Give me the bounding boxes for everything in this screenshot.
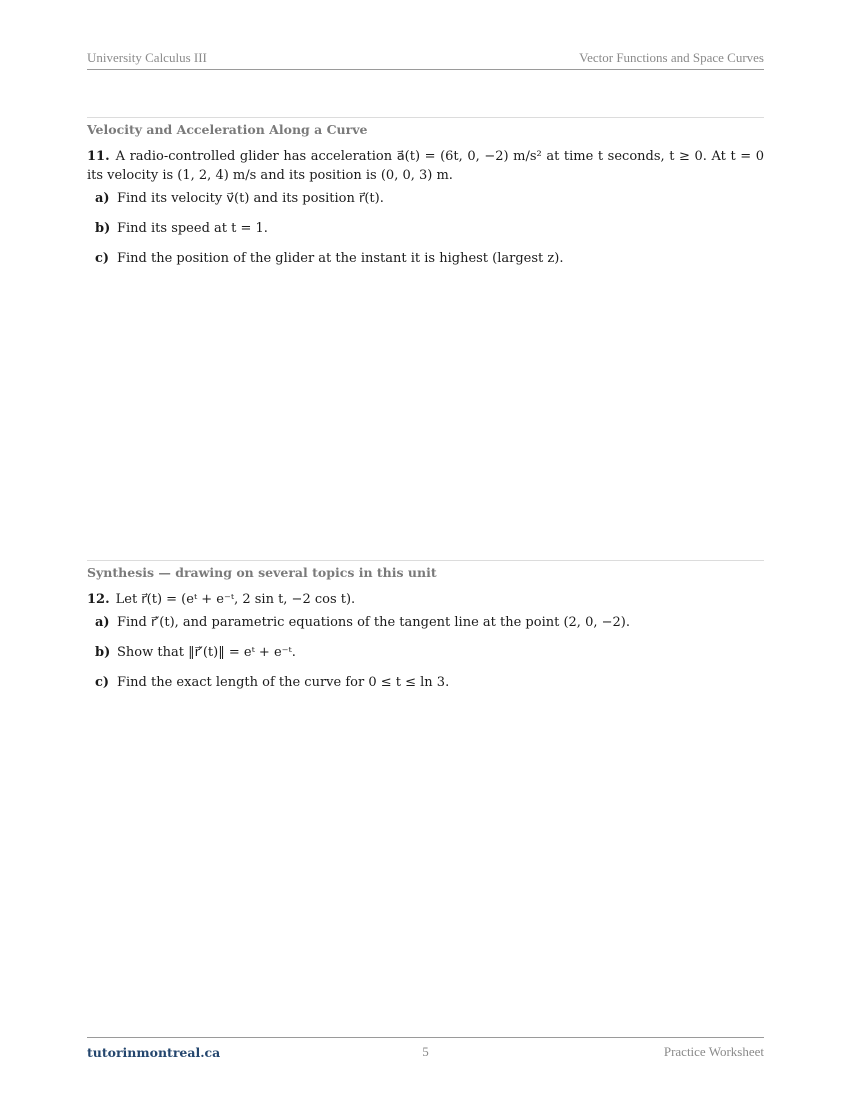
problem-number: 11.	[87, 149, 110, 164]
problem-12-part-a	[87, 613, 764, 632]
section-velocity-acceleration	[87, 117, 764, 279]
part-label: b)	[95, 221, 111, 236]
problem-11-part-b	[87, 219, 764, 238]
page-footer	[87, 1037, 764, 1060]
problem-12-part-b	[87, 643, 764, 662]
problem-11-part-a	[87, 189, 764, 208]
part-label: a)	[95, 191, 110, 206]
part-text: Find its velocity v⃗(t) and its position r⃗(t).	[117, 191, 384, 206]
problem-text: A radio-controlled glider has acceleration a⃗(t) = (6t, 0, −2) m/s² at time t seconds, t ≥ 0. At t = 0 its velocity is (1, 2, 4) m/s and its position is (0, 0, 3) m.	[87, 149, 764, 183]
part-label: a)	[95, 615, 110, 630]
part-label: c)	[95, 251, 110, 266]
problem-11-part-c	[87, 249, 764, 268]
problem-number: 12.	[87, 592, 110, 607]
problem-12-part-c	[87, 673, 764, 692]
part-text: Find its speed at t = 1.	[117, 221, 268, 236]
header-course-title: University Calculus III	[87, 50, 207, 65]
header-topic-title: Vector Functions and Space Curves	[579, 50, 764, 65]
problem-11-parts	[87, 189, 764, 268]
footer-page-number: 5	[422, 1044, 429, 1059]
problem-text: Let r⃗(t) = (eᵗ + e⁻ᵗ, 2 sin t, −2 cos t).	[115, 592, 356, 607]
part-label: c)	[95, 675, 110, 690]
problem-11	[87, 147, 764, 185]
part-label: b)	[95, 645, 111, 660]
footer-site-link[interactable]: tutorinmontreal.ca	[87, 1044, 221, 1060]
part-text: Show that ‖r⃗′(t)‖ = eᵗ + e⁻ᵗ.	[117, 645, 296, 660]
section-title: Velocity and Acceleration Along a Curve	[87, 122, 368, 137]
section-title: Synthesis — drawing on several topics in this unit	[87, 565, 437, 580]
part-text: Find the position of the glider at the instant it is highest (largest z).	[117, 251, 564, 266]
page-header	[87, 50, 764, 70]
footer-worksheet-label: Practice Worksheet	[663, 1044, 764, 1059]
part-text: Find the exact length of the curve for 0 ≤ t ≤ ln 3.	[117, 675, 450, 690]
problem-12	[87, 590, 764, 609]
part-text: Find r⃗′(t), and parametric equations of the tangent line at the point (2, 0, −2).	[117, 615, 630, 630]
problem-12-parts	[87, 613, 764, 692]
section-synthesis	[87, 560, 764, 703]
